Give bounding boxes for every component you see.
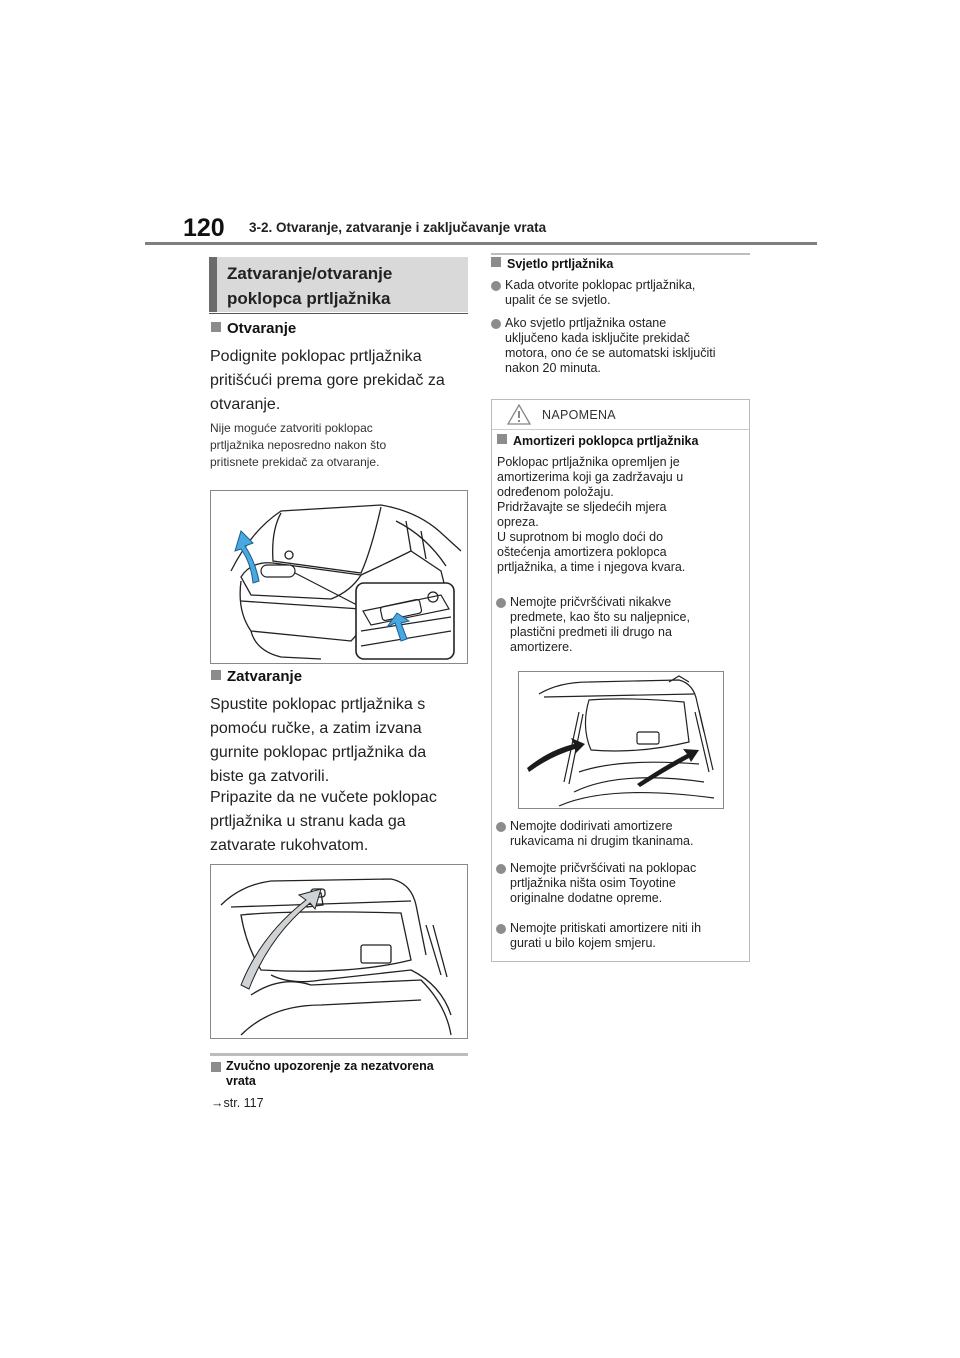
opening-heading-text: Otvaranje — [227, 320, 297, 337]
text-line: Pripazite da ne vučete poklopac — [210, 789, 437, 806]
round-bullet-icon — [496, 822, 506, 832]
buzzer-page-reference[interactable]: →str. 117 — [211, 1096, 264, 1110]
text-line: gurati u bilo kojem smjeru. — [510, 936, 656, 950]
trunk-light-bullet — [491, 316, 761, 376]
square-bullet-icon — [497, 434, 507, 444]
dampers-heading — [497, 434, 698, 449]
round-bullet-icon — [496, 864, 506, 874]
opening-text — [210, 345, 445, 417]
text-line: Podignite poklopac prtljažnika — [210, 348, 422, 365]
text-line: Nije moguće zatvoriti poklopac — [210, 421, 373, 435]
warning-triangle-icon — [507, 404, 531, 425]
square-bullet-icon — [211, 1062, 221, 1072]
square-bullet-icon — [211, 670, 221, 680]
notice-title: NAPOMENA — [542, 408, 616, 422]
text-line: motora, ono će se automatski isključiti — [505, 346, 716, 360]
text-line: Poklopac prtljažnika opremljen je — [497, 455, 680, 469]
text-line: prtljažnika u stranu kada ga — [210, 813, 406, 830]
text-line: Spustite poklopac prtljažnika s — [210, 696, 426, 713]
text-line: opreza. — [497, 515, 539, 529]
opening-heading — [211, 320, 296, 337]
header-rule — [145, 242, 817, 245]
text-line: određenom položaju. — [497, 485, 614, 499]
text-line: pomoću ručke, a zatim izvana — [210, 720, 422, 737]
text-line: pritisnete prekidač za otvaranje. — [210, 455, 380, 469]
text-line: pritišćući prema gore prekidač za — [210, 372, 445, 389]
closing-heading — [211, 668, 302, 685]
section-underline — [209, 313, 468, 314]
text-line: gurnite poklopac prtljažnika da — [210, 744, 427, 761]
text-line: prtljažnika, a time i njegova kvara. — [497, 560, 686, 574]
square-bullet-icon — [211, 322, 221, 332]
dampers-illustration — [519, 672, 723, 808]
buzzer-heading-block — [211, 1059, 471, 1089]
closing-caution-text — [210, 786, 437, 858]
text-line: otvaranje. — [210, 396, 281, 413]
notice-bullet — [496, 921, 746, 951]
tailgate-dampers-illustration — [518, 671, 724, 809]
text-line: Nemojte pričvršćivati na poklopac — [510, 861, 697, 875]
dampers-intro — [497, 455, 685, 575]
text-line: Ako svjetlo prtljažnika ostane — [505, 316, 667, 330]
closing-text — [210, 693, 426, 789]
text-line: Pridržavajte se sljedećih mjera — [497, 500, 667, 514]
round-bullet-icon — [491, 319, 501, 329]
opening-note — [210, 420, 386, 471]
round-bullet-icon — [496, 924, 506, 934]
text-line: prtljažnika neposredno nakon što — [210, 438, 387, 452]
closing-heading-text: Zatvaranje — [227, 668, 303, 685]
text-line: Zvučno upozorenje za nezatvorena — [226, 1059, 434, 1073]
text-line: uključeno kada isključite prekidač — [505, 331, 690, 345]
dampers-heading-text: Amortizeri poklopca prtljažnika — [513, 434, 699, 448]
text-line: prtljažnika ništa osim Toyotine — [510, 876, 676, 890]
notice-box — [491, 399, 750, 962]
square-bullet-icon — [491, 257, 501, 267]
buzzer-heading — [211, 1059, 471, 1089]
round-bullet-icon — [491, 281, 501, 291]
car-rear-illustration — [211, 491, 467, 663]
section-title-line-2: poklopca prtljažnika — [227, 289, 391, 308]
section-title — [209, 257, 468, 312]
section-title-line-1: Zatvaranje/otvaranje — [227, 264, 393, 283]
text-line: Nemojte dodirivati amortizere — [510, 819, 673, 833]
tailgate-handle-illustration — [210, 864, 468, 1039]
text-line: zatvarate rukohvatom. — [210, 837, 369, 854]
text-line: vrata — [226, 1074, 256, 1088]
text-line: oštećenja amortizera poklopca — [497, 545, 667, 559]
text-line: U suprotnom bi moglo doći do — [497, 530, 664, 544]
trunk-light-heading — [491, 257, 613, 272]
text-line: amortizere. — [510, 640, 573, 654]
text-line: Nemojte pritiskati amortizere niti ih — [510, 921, 702, 935]
trunk-light-bullet — [491, 278, 761, 308]
section-divider — [491, 253, 750, 255]
tailgate-switch-illustration — [210, 490, 468, 664]
text-line: upalit će se svjetlo. — [505, 293, 611, 307]
open-tailgate-illustration — [211, 865, 467, 1038]
text-line: originalne dodatne opreme. — [510, 891, 663, 905]
trunk-light-heading-text: Svjetlo prtljažnika — [507, 257, 614, 271]
text-line: amortizerima koji ga zadržavaju u — [497, 470, 684, 484]
text-line: Kada otvorite poklopac prtljažnika, — [505, 278, 696, 292]
chapter-title: 3-2. Otvaranje, zatvaranje i zaključavanje vrata — [249, 220, 547, 235]
text-line: nakon 20 minuta. — [505, 361, 601, 375]
text-line: Nemojte pričvršćivati nikakve — [510, 595, 672, 609]
notice-bullet — [496, 819, 746, 849]
text-line: rukavicama ni drugim tkaninama. — [510, 834, 694, 848]
text-line: biste ga zatvorili. — [210, 768, 330, 785]
section-divider — [210, 1053, 468, 1056]
round-bullet-icon — [496, 598, 506, 608]
text-line: plastični predmeti ili drugo na — [510, 625, 672, 639]
notice-header — [492, 400, 749, 430]
notice-bullet — [496, 595, 746, 655]
page-number: 120 — [183, 214, 225, 242]
notice-bullet — [496, 861, 746, 906]
text-line: predmete, kao što su naljepnice, — [510, 610, 690, 624]
